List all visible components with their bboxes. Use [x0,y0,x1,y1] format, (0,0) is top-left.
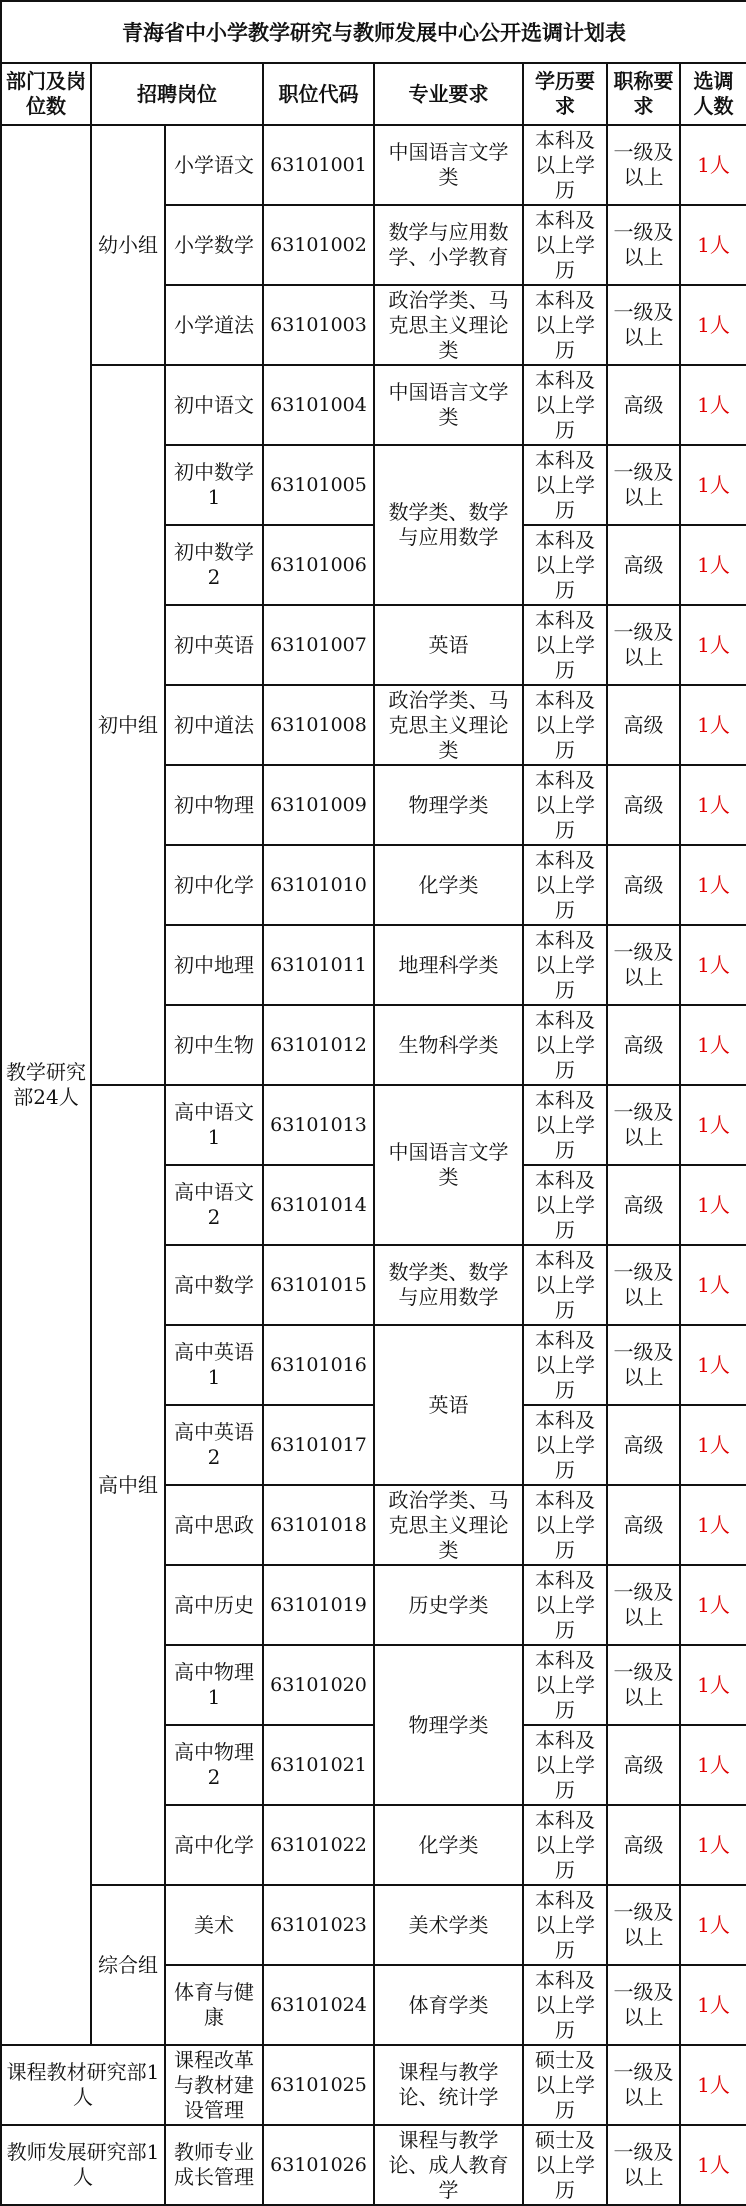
header-edu: 学历要求 [523,63,607,125]
position-cell: 初中数学2 [165,525,263,605]
edu-cell: 本科及以上学历 [523,1085,607,1165]
group-junior: 初中组 [91,365,165,1085]
edu-cell: 本科及以上学历 [523,125,607,205]
count-cell: 1人 [680,1245,746,1325]
position-cell: 初中化学 [165,845,263,925]
rank-cell: 一级及以上 [607,1965,680,2045]
count-cell: 1人 [680,1805,746,1885]
rank-cell: 一级及以上 [607,605,680,685]
edu-cell: 本科及以上学历 [523,285,607,365]
major-cell: 中国语言文学类 [374,125,523,205]
count-cell: 1人 [680,1885,746,1965]
rank-cell: 一级及以上 [607,2125,680,2205]
rank-cell: 一级及以上 [607,2045,680,2125]
position-cell: 高中物理2 [165,1725,263,1805]
count-cell: 1人 [680,1485,746,1565]
major-cell: 体育学类 [374,1965,523,2045]
code-cell: 63101006 [263,525,374,605]
code-cell: 63101015 [263,1245,374,1325]
rank-cell: 高级 [607,1165,680,1245]
position-cell: 课程改革与教材建设管理 [165,2045,263,2125]
major-cell: 历史学类 [374,1565,523,1645]
position-cell: 小学道法 [165,285,263,365]
edu-cell: 本科及以上学历 [523,1485,607,1565]
major-cell: 生物科学类 [374,1005,523,1085]
rank-cell: 一级及以上 [607,205,680,285]
edu-cell: 本科及以上学历 [523,1565,607,1645]
major-cell: 政治学类、马克思主义理论类 [374,685,523,765]
code-cell: 63101023 [263,1885,374,1965]
edu-cell: 本科及以上学历 [523,925,607,1005]
code-cell: 63101009 [263,765,374,845]
edu-cell: 本科及以上学历 [523,1405,607,1485]
position-cell: 高中思政 [165,1485,263,1565]
rank-cell: 高级 [607,365,680,445]
count-cell: 1人 [680,685,746,765]
count-cell: 1人 [680,445,746,525]
edu-cell: 硕士及以上学历 [523,2125,607,2205]
count-cell: 1人 [680,1725,746,1805]
rank-cell: 高级 [607,685,680,765]
major-cell: 英语 [374,605,523,685]
code-cell: 63101012 [263,1005,374,1085]
count-cell: 1人 [680,1965,746,2045]
code-cell: 63101001 [263,125,374,205]
edu-cell: 硕士及以上学历 [523,2045,607,2125]
code-cell: 63101020 [263,1645,374,1725]
edu-cell: 本科及以上学历 [523,765,607,845]
count-cell: 1人 [680,1325,746,1405]
edu-cell: 本科及以上学历 [523,1325,607,1405]
rank-cell: 高级 [607,525,680,605]
dept-curriculum: 课程教材研究部1人 [1,2045,165,2125]
code-cell: 63101005 [263,445,374,525]
count-cell: 1人 [680,605,746,685]
position-cell: 美术 [165,1885,263,1965]
table-row [1,125,746,205]
header-major: 专业要求 [374,63,523,125]
edu-cell: 本科及以上学历 [523,525,607,605]
edu-cell: 本科及以上学历 [523,845,607,925]
count-cell: 1人 [680,765,746,845]
edu-cell: 本科及以上学历 [523,205,607,285]
rank-cell: 一级及以上 [607,1645,680,1725]
rank-cell: 一级及以上 [607,1245,680,1325]
header-rank: 职称要求 [607,63,680,125]
major-cell: 中国语言文学类 [374,365,523,445]
rank-cell: 一级及以上 [607,925,680,1005]
table-row [1,365,746,445]
table-row [1,2045,746,2125]
code-cell: 63101013 [263,1085,374,1165]
position-cell: 小学语文 [165,125,263,205]
table-title: 青海省中小学教学研究与教师发展中心公开选调计划表 [1,1,746,63]
code-cell: 63101016 [263,1325,374,1405]
major-cell: 英语 [374,1325,523,1485]
code-cell: 63101025 [263,2045,374,2125]
edu-cell: 本科及以上学历 [523,1805,607,1885]
position-cell: 高中语文2 [165,1165,263,1245]
position-cell: 初中道法 [165,685,263,765]
major-cell: 地理科学类 [374,925,523,1005]
position-cell: 初中生物 [165,1005,263,1085]
header-code: 职位代码 [263,63,374,125]
code-cell: 63101018 [263,1485,374,1565]
position-cell: 高中英语2 [165,1405,263,1485]
count-cell: 1人 [680,2125,746,2205]
edu-cell: 本科及以上学历 [523,605,607,685]
header-count: 选调人数 [680,63,746,125]
position-cell: 初中语文 [165,365,263,445]
edu-cell: 本科及以上学历 [523,1965,607,2045]
major-cell: 课程与教学论、统计学 [374,2045,523,2125]
major-cell: 政治学类、马克思主义理论类 [374,285,523,365]
code-cell: 63101019 [263,1565,374,1645]
code-cell: 63101014 [263,1165,374,1245]
major-cell: 政治学类、马克思主义理论类 [374,1485,523,1565]
major-cell: 课程与教学论、成人教育学 [374,2125,523,2205]
rank-cell: 一级及以上 [607,1885,680,1965]
code-cell: 63101026 [263,2125,374,2205]
count-cell: 1人 [680,1165,746,1245]
position-cell: 高中语文1 [165,1085,263,1165]
edu-cell: 本科及以上学历 [523,1645,607,1725]
rank-cell: 一级及以上 [607,1325,680,1405]
count-cell: 1人 [680,1405,746,1485]
code-cell: 63101021 [263,1725,374,1805]
group-senior: 高中组 [91,1085,165,1885]
count-cell: 1人 [680,2045,746,2125]
code-cell: 63101003 [263,285,374,365]
count-cell: 1人 [680,125,746,205]
edu-cell: 本科及以上学历 [523,1165,607,1245]
count-cell: 1人 [680,1645,746,1725]
rank-cell: 高级 [607,845,680,925]
major-cell: 数学与应用数学、小学教育 [374,205,523,285]
position-cell: 初中数学1 [165,445,263,525]
rank-cell: 一级及以上 [607,445,680,525]
position-cell: 高中历史 [165,1565,263,1645]
code-cell: 63101010 [263,845,374,925]
rank-cell: 高级 [607,1005,680,1085]
header-dept: 部门及岗位数 [1,63,91,125]
major-cell: 化学类 [374,845,523,925]
count-cell: 1人 [680,1005,746,1085]
code-cell: 63101007 [263,605,374,685]
edu-cell: 本科及以上学历 [523,1885,607,1965]
code-cell: 63101011 [263,925,374,1005]
header-position: 招聘岗位 [91,63,263,125]
group-primary: 幼小组 [91,125,165,365]
position-cell: 高中化学 [165,1805,263,1885]
count-cell: 1人 [680,925,746,1005]
position-cell: 初中地理 [165,925,263,1005]
major-cell: 中国语言文学类 [374,1085,523,1245]
rank-cell: 高级 [607,765,680,845]
group-comprehensive: 综合组 [91,1885,165,2045]
dept-teaching: 教学研究部24人 [1,125,91,2045]
major-cell: 物理学类 [374,765,523,845]
code-cell: 63101017 [263,1405,374,1485]
code-cell: 63101004 [263,365,374,445]
count-cell: 1人 [680,525,746,605]
rank-cell: 高级 [607,1405,680,1485]
edu-cell: 本科及以上学历 [523,445,607,525]
major-cell: 化学类 [374,1805,523,1885]
rank-cell: 一级及以上 [607,1085,680,1165]
edu-cell: 本科及以上学历 [523,1245,607,1325]
code-cell: 63101022 [263,1805,374,1885]
major-cell: 物理学类 [374,1645,523,1805]
count-cell: 1人 [680,365,746,445]
position-cell: 高中英语1 [165,1325,263,1405]
count-cell: 1人 [680,845,746,925]
rank-cell: 高级 [607,1725,680,1805]
edu-cell: 本科及以上学历 [523,365,607,445]
code-cell: 63101002 [263,205,374,285]
rank-cell: 一级及以上 [607,285,680,365]
position-cell: 初中物理 [165,765,263,845]
rank-cell: 高级 [607,1805,680,1885]
position-cell: 初中英语 [165,605,263,685]
position-cell: 小学数学 [165,205,263,285]
position-cell: 高中数学 [165,1245,263,1325]
count-cell: 1人 [680,1085,746,1165]
table-row [1,1085,746,1165]
rank-cell: 一级及以上 [607,1565,680,1645]
count-cell: 1人 [680,205,746,285]
position-cell: 高中物理1 [165,1645,263,1725]
count-cell: 1人 [680,285,746,365]
position-cell: 教师专业成长管理 [165,2125,263,2205]
major-cell: 美术学类 [374,1885,523,1965]
position-cell: 体育与健康 [165,1965,263,2045]
edu-cell: 本科及以上学历 [523,685,607,765]
table-row [1,1885,746,1965]
edu-cell: 本科及以上学历 [523,1725,607,1805]
edu-cell: 本科及以上学历 [523,1005,607,1085]
major-cell: 数学类、数学与应用数学 [374,445,523,605]
code-cell: 63101008 [263,685,374,765]
table-row [1,2125,746,2205]
count-cell: 1人 [680,1565,746,1645]
rank-cell: 高级 [607,1485,680,1565]
dept-teacher-dev: 教师发展研究部1人 [1,2125,165,2205]
code-cell: 63101024 [263,1965,374,2045]
major-cell: 数学类、数学与应用数学 [374,1245,523,1325]
rank-cell: 一级及以上 [607,125,680,205]
